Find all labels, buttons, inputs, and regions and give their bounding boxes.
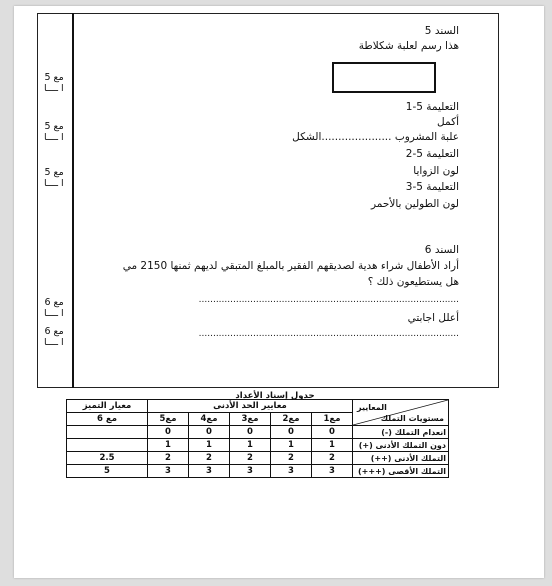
margin-divider — [72, 13, 74, 388]
table-caption: جدول إسناد الأعداد — [235, 391, 315, 401]
table-row: انعدام التملك (-) 0 0 0 0 0 — [67, 426, 449, 439]
criterion-header: مع5 — [148, 413, 189, 426]
table-row: دون التملك الأدنى (+) 1 1 1 1 1 — [67, 439, 449, 452]
margin-mark: مع 5 ا ــــا — [44, 121, 64, 143]
diagonal-header-cell — [353, 400, 449, 426]
margin-mark: مع 5 ا ــــا — [44, 72, 64, 94]
grading-table — [66, 399, 449, 478]
instruction-5-1-text: أكمل — [437, 116, 459, 128]
criterion-header: مع4 — [189, 413, 230, 426]
sanad6-problem-line2: هل يستطيعون ذلك ؟ — [367, 276, 459, 288]
margin-mark: مع 5 ا ــــا — [44, 167, 64, 189]
table-row: التملك الأدنى (++) 2 2 2 2 2 2.5 — [67, 452, 449, 465]
min-criteria-group-header: معايير الحد الأدنى — [148, 400, 353, 413]
excellence-group-header: معيار التميز — [67, 400, 148, 413]
instruction-5-3-label: التعليمة 5-3 — [405, 181, 459, 193]
instruction-5-1-label: التعليمة 5-1 — [405, 101, 459, 113]
sanad6-justify-prompt: أعلل اجابتي — [407, 312, 459, 324]
instruction-5-2-text: لون الزوايا — [413, 165, 459, 177]
instruction-5-3-text: لون الطولين بالأحمر — [371, 198, 459, 210]
header-levels: مستويات التملك — [380, 414, 444, 423]
table-row: التملك الأقصى (+++) 3 3 3 3 3 5 — [67, 465, 449, 478]
criterion-header: مع2 — [271, 413, 312, 426]
answer-dotted-line-2[interactable]: ........................................................................................... — [198, 329, 459, 339]
answer-dotted-line-1[interactable]: ........................................................................................... — [198, 295, 459, 305]
criterion-header: مع1 — [312, 413, 353, 426]
header-criteria: المعايير — [357, 403, 387, 412]
sanad6-problem-line1: أراد الأطفال شراء هدية لصديقهم الفقير بالمبلغ المتبقي لديهم ثمنها 2150 مي — [122, 260, 459, 272]
margin-mark: مع 6 ا ــــا — [44, 326, 64, 348]
margin-mark: مع 6 ا ــــا — [44, 297, 64, 319]
chocolate-box-rectangle — [332, 62, 436, 93]
sanad6-title: السند 6 — [424, 244, 459, 256]
criterion-header: مع3 — [230, 413, 271, 426]
instruction-5-1-line[interactable]: علبة المشروب .....................الشكل — [292, 131, 459, 143]
sanad5-description: هذا رسم لعلبة شكلاطة — [358, 40, 459, 52]
sanad5-title: السند 5 — [424, 25, 459, 37]
instruction-5-2-label: التعليمة 5-2 — [405, 148, 459, 160]
criterion-header: مع 6 — [67, 413, 148, 426]
